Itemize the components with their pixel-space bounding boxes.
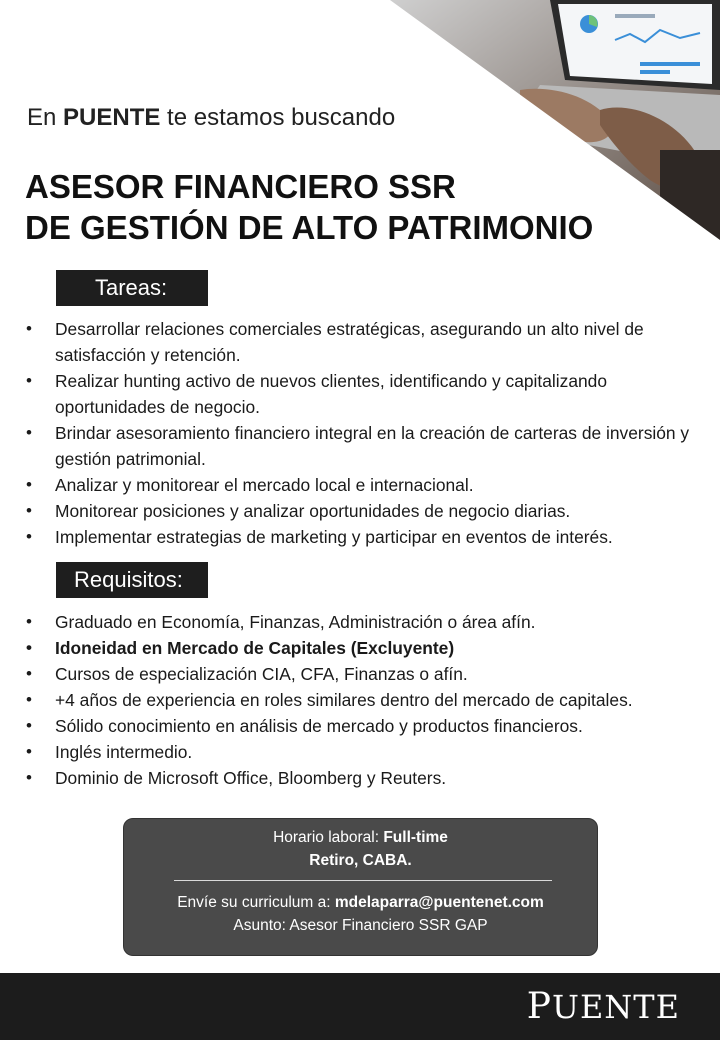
requisitos-list (24, 609, 704, 791)
cv-line (124, 894, 597, 912)
requisitos-heading: Requisitos: (56, 562, 208, 598)
requisitos-item: • Cursos de especialización CIA, CFA, Finanzas o afín. (24, 661, 704, 687)
requisitos-item: • Graduado en Economía, Finanzas, Administración o área afín. (24, 609, 704, 635)
contact-info-box (123, 818, 598, 956)
horario-label: Horario laboral: (273, 829, 384, 846)
cv-label: Envíe su curriculum a: (177, 894, 335, 911)
tareas-item: • Implementar estrategias de marketing y participar en eventos de interés. (24, 524, 704, 550)
requisitos-item: • Idoneidad en Mercado de Capitales (Excluyente) (24, 635, 704, 661)
requisitos-item: • Sólido conocimiento en análisis de mercado y productos financieros. (24, 713, 704, 739)
horario-value: Full-time (383, 829, 448, 846)
footer (0, 973, 720, 1040)
tareas-item: • Monitorear posiciones y analizar oportunidades de negocio diarias. (24, 498, 704, 524)
requisitos-item: • Inglés intermedio. (24, 739, 704, 765)
tareas-item: • Analizar y monitorear el mercado local e internacional. (24, 472, 704, 498)
location: Retiro, CABA. (309, 852, 412, 869)
requisitos-item: • Dominio de Microsoft Office, Bloomberg y Reuters. (24, 765, 704, 791)
logo-rest: UENTE (551, 988, 680, 1026)
headline-suffix: te estamos buscando (160, 104, 396, 131)
info-divider (174, 880, 552, 881)
job-title (25, 166, 593, 248)
job-title-line2: DE GESTIÓN DE ALTO PATRIMONIO (25, 209, 594, 246)
headline-brand: PUENTE (63, 104, 161, 131)
headline-prefix: En (27, 104, 64, 131)
horario-line (124, 829, 597, 847)
requisitos-item: • +4 años de experiencia en roles similares dentro del mercado de capitales. (24, 687, 704, 713)
logo-initial: P (526, 986, 552, 1027)
job-title-line1: ASESOR FINANCIERO SSR (25, 168, 456, 205)
tareas-list (24, 316, 704, 550)
cv-email-link[interactable]: mdelaparra@puentenet.com (334, 894, 544, 911)
tareas-item: • Brindar asesoramiento financiero integral en la creación de carteras de inversión y gestión patrimonial. (24, 420, 704, 472)
puente-logo (527, 986, 680, 1027)
tareas-heading: Tareas: (56, 270, 208, 306)
tareas-item: • Desarrollar relaciones comerciales estratégicas, asegurando un alto nivel de satisfacción y retención. (24, 316, 704, 368)
headline (27, 104, 395, 132)
subject-line: Asunto: Asesor Financiero SSR GAP (233, 917, 488, 934)
tareas-item: • Realizar hunting activo de nuevos clientes, identificando y capitalizando oportunidades de negocio. (24, 368, 704, 420)
